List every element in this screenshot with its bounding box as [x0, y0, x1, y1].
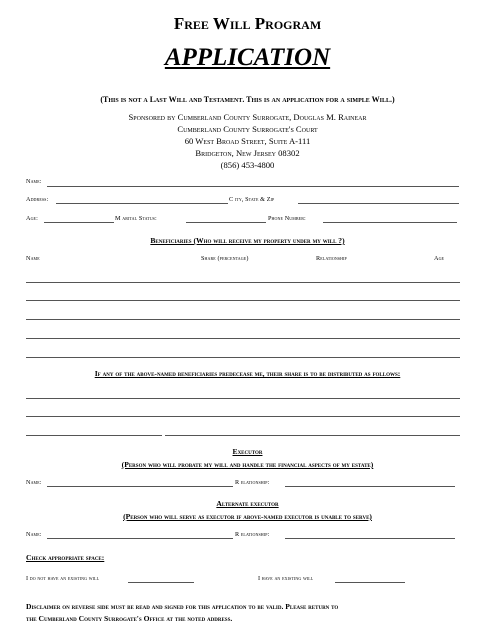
name-label: Name:: [26, 178, 42, 185]
executor-name-label: Name:: [26, 479, 42, 486]
marital-status-input-line[interactable]: [186, 222, 266, 223]
phone-number: (856) 453-4800: [220, 160, 275, 170]
alternate-relationship-input-line[interactable]: [285, 538, 455, 539]
city-address: Bridgeton, New Jersey 08302: [195, 148, 300, 158]
predecease-line[interactable]: [165, 435, 460, 436]
column-age: Age: [434, 255, 445, 262]
disclaimer-line-1: Disclaimer on reverse side must be read and signed for this application to be valid. Please return to: [26, 602, 339, 611]
program-title: Free Will Program: [173, 14, 322, 33]
executor-subheading: (Person who will probate my will and handle the financial aspects of my estate): [121, 460, 374, 469]
alternate-name-label: Name:: [26, 531, 42, 538]
have-existing-will-label: I have an existing will: [258, 575, 314, 582]
predecease-line[interactable]: [26, 416, 460, 417]
predecease-line[interactable]: [26, 435, 162, 436]
address-label: Address:: [26, 196, 49, 203]
sponsor-line: Sponsored by Cumberland County Surrogate, Douglas M. Rainear: [128, 112, 367, 122]
court-name: Cumberland County Surrogate's Court: [177, 124, 318, 134]
beneficiary-row-line[interactable]: [26, 300, 460, 301]
column-relationship: Relationship: [316, 255, 347, 262]
beneficiary-row-line[interactable]: [26, 319, 460, 320]
column-share: Share (percentage): [201, 255, 249, 262]
city-state-zip-label: C ity, State & Zip: [229, 196, 275, 203]
alternate-executor-heading: Alternate executor: [216, 499, 279, 508]
notice-text: (This is not a Last Will and Testament. This is an application for a simple Will.): [100, 95, 395, 104]
application-title: APPLICATION: [164, 44, 331, 71]
phone-number-label: Phone Number:: [268, 215, 306, 222]
executor-relationship-input-line[interactable]: [285, 486, 455, 487]
beneficiary-row-line[interactable]: [26, 357, 460, 358]
no-existing-will-checkline[interactable]: [128, 582, 194, 583]
executor-heading: Executor: [232, 447, 263, 456]
street-address: 60 West Broad Street, Suite A-111: [184, 136, 311, 146]
city-state-zip-input-line[interactable]: [298, 203, 459, 204]
alternate-executor-subheading: (Person who will serve as executor if above-named executor is unable to serve): [123, 512, 372, 521]
age-label: Age:: [26, 215, 38, 222]
marital-status-label: M arital Status:: [115, 215, 157, 222]
executor-relationship-label: R elationship:: [235, 479, 270, 486]
address-input-line[interactable]: [56, 203, 228, 204]
column-name: Name: [26, 255, 40, 262]
beneficiary-row-line[interactable]: [26, 338, 460, 339]
check-space-heading: Check appropriate space:: [26, 553, 105, 562]
executor-name-input-line[interactable]: [47, 486, 233, 487]
predecease-line[interactable]: [26, 398, 460, 399]
predecease-heading: If any of the above-named beneficiaries predecease me, their share is to be distributed as follows:: [94, 369, 401, 378]
phone-input-line[interactable]: [323, 222, 457, 223]
name-input-line[interactable]: [47, 186, 459, 187]
have-existing-will-checkline[interactable]: [335, 582, 405, 583]
age-input-line[interactable]: [44, 222, 114, 223]
disclaimer-line-2: the Cumberland County Surrogate's Office at the noted address.: [26, 614, 233, 623]
alternate-name-input-line[interactable]: [47, 538, 233, 539]
beneficiaries-heading: Beneficiaries (Who will receive my property under my will ?): [150, 236, 345, 245]
beneficiary-row-line[interactable]: [26, 282, 460, 283]
no-existing-will-label: I do not have an existing will: [26, 575, 100, 582]
alternate-relationship-label: R elationship:: [235, 531, 270, 538]
